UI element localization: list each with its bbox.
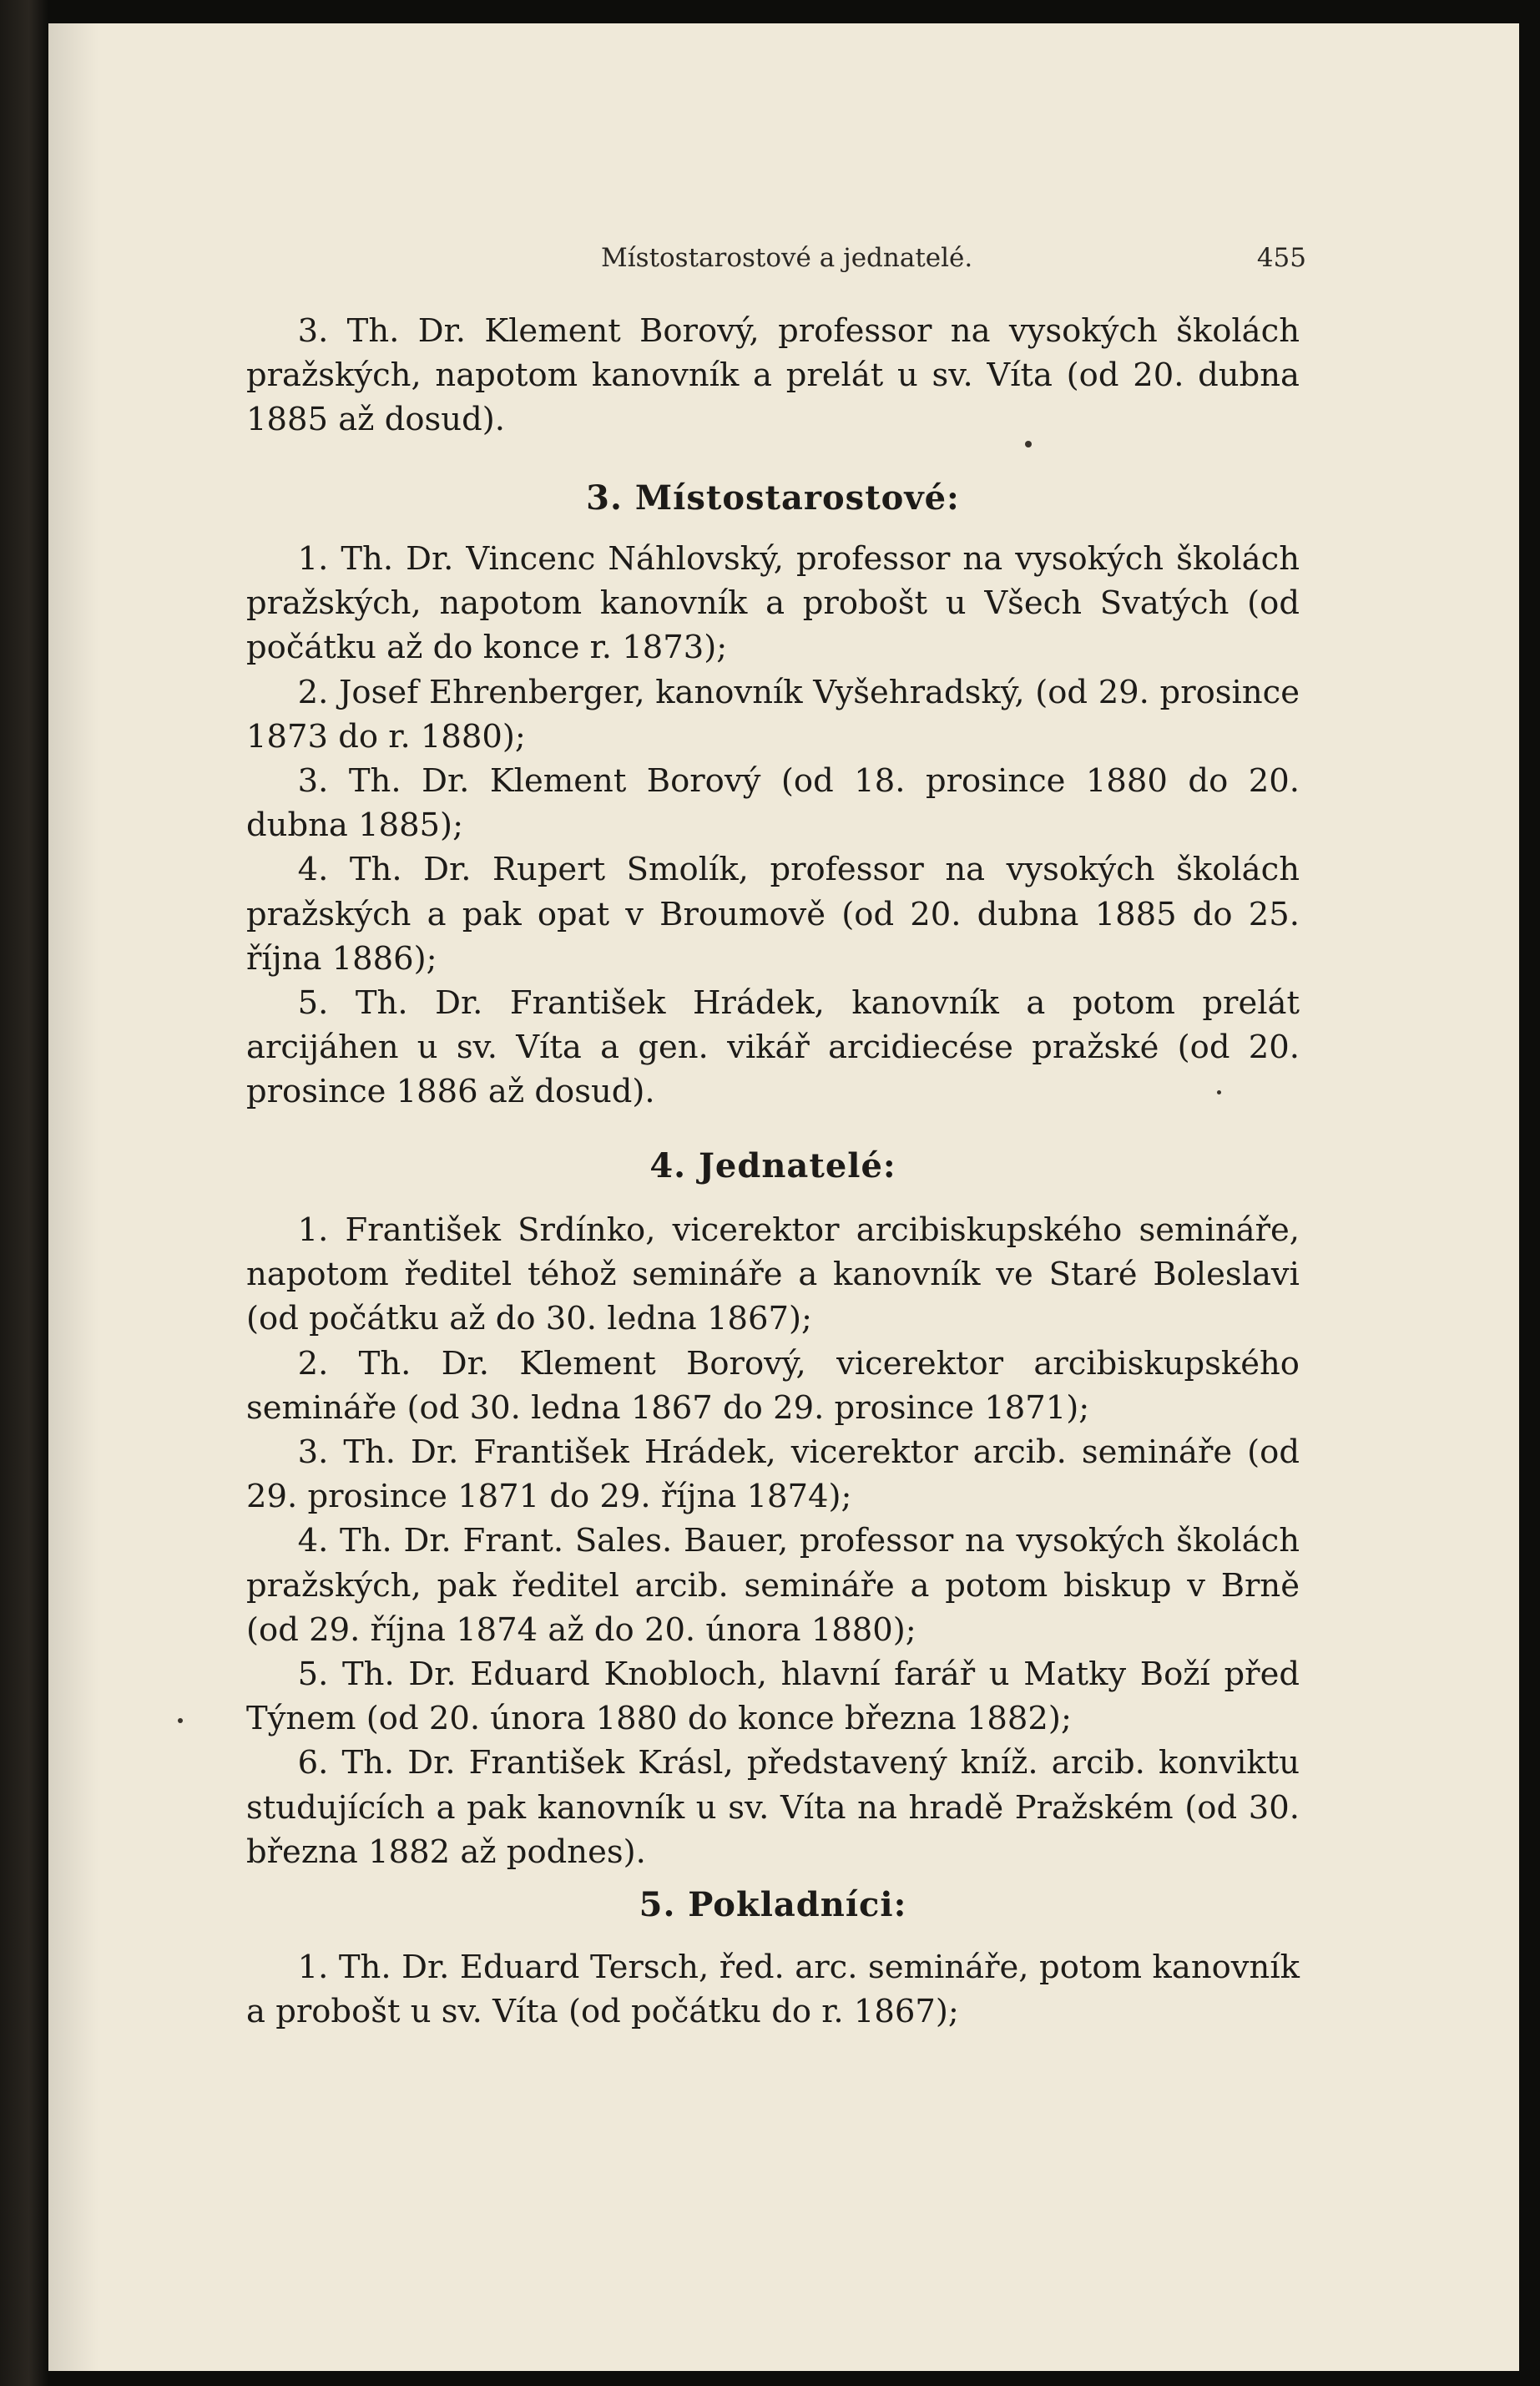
list-item: 2. Th. Dr. Klement Borový, vicerektor arcibiskupského semináře (od 30. ledna 1867 do 29. prosince 1871); [246, 1344, 1300, 1427]
section-jednatele-items [246, 1208, 1300, 1874]
intro-block [246, 309, 1300, 442]
list-item: 1. Th. Dr. Vincenc Náhlovský, professor na vysokých školách pražských, napotom kanovník a probošt u Všech Svatých (od počátku až do konce r. 1873); [246, 540, 1300, 667]
list-item: 3. Th. Dr. Klement Borový (od 18. prosince 1880 do 20. dubna 1885); [246, 762, 1300, 845]
section-pokladnici-items [246, 1945, 1300, 2034]
list-item: 5. Th. Dr. František Hrádek, kanovník a potom prelát arcijáhen u sv. Víta a gen. vikář arcidiecése pražské (od 20. prosince 1886 až dosud). [246, 984, 1300, 1111]
section-heading: 5. Pokladníci: [639, 1885, 907, 1924]
section-heading: 4. Jednatelé: [649, 1146, 896, 1185]
list-item: 1. Th. Dr. Eduard Tersch, řed. arc. semináře, potom kanovník a probošt u sv. Víta (od počátku do r. 1867); [246, 1949, 1300, 2031]
list-item: 4. Th. Dr. Rupert Smolík, professor na vysokých školách pražských a pak opat v Broumově (od 20. dubna 1885 do 25. října 1886); [246, 851, 1300, 978]
page-number: 455 [1256, 243, 1306, 273]
section-mistostarostove [246, 476, 1300, 520]
list-item: 5. Th. Dr. Eduard Knobloch, hlavní farář u Matky Boží před Týnem (od 20. února 1880 do konce března 1882); [246, 1656, 1300, 1738]
list-item: 2. Josef Ehrenberger, kanovník Vyšehradský, (od 29. prosince 1873 do r. 1880); [246, 673, 1300, 756]
section-pokladnici [246, 1883, 1300, 1927]
book-gutter [0, 0, 48, 2386]
section-jednatele [246, 1144, 1300, 1188]
list-item: 3. Th. Dr. František Hrádek, vicerektor arcib. semináře (od 29. prosince 1871 do 29. října 1874); [246, 1433, 1300, 1516]
list-item: 3. Th. Dr. Klement Borový, professor na vysokých školách pražských, napotom kanovník a prelát u sv. Víta (od 20. dubna 1885 až dosud). [246, 312, 1300, 439]
list-item: 1. František Srdínko, vicerektor arcibiskupského semináře, napotom ředitel téhož semináře a kanovník ve Staré Boleslavi (od počátku až do 30. ledna 1867); [246, 1211, 1300, 1338]
list-item: 4. Th. Dr. Frant. Sales. Bauer, professor na vysokých školách pražských, pak ředitel arcib. semináře a potom biskup v Brně (od 29. října 1874 až do 20. února 1880); [246, 1522, 1300, 1649]
list-item: 6. Th. Dr. František Krásl, představený kníž. arcib. konviktu studujících a pak kanovník u sv. Víta na hradě Pražském (od 30. března 1882 až podnes). [246, 1744, 1300, 1871]
section-mistostarostove-items [246, 537, 1300, 1115]
running-header-title: Místostarostové a jednatelé. [601, 243, 973, 273]
paper-speck [178, 1718, 183, 1723]
section-heading: 3. Místostarostové: [586, 478, 960, 518]
running-header [601, 238, 1306, 280]
